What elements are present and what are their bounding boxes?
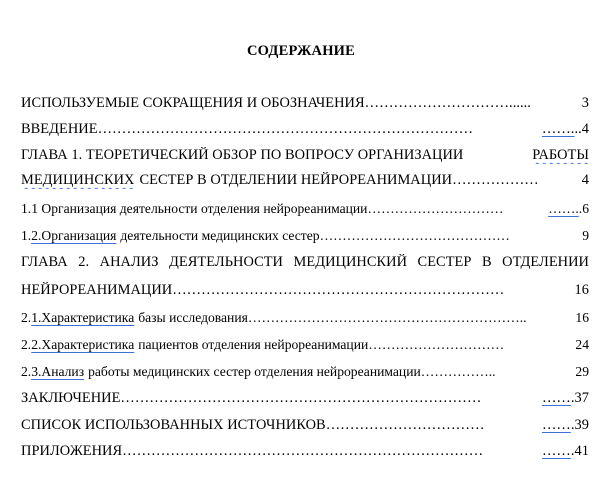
toc-leader-dots-end: . bbox=[570, 443, 575, 459]
toc-leader-dots-end: . bbox=[570, 417, 575, 433]
toc-entry-label: ГЛАВА 2. АНАЛИЗ ДЕЯТЕЛЬНОСТИ МЕДИЦИНСКИЙ СЕСТЕР В ОТДЕЛЕНИИ bbox=[21, 254, 589, 270]
toc-page-number: 9 bbox=[582, 228, 589, 243]
toc-entry-section-2-3[interactable] bbox=[21, 364, 589, 380]
toc-entry-abbreviations[interactable] bbox=[21, 95, 589, 112]
toc-leader-dots: ………………………………………………………………… bbox=[120, 390, 482, 406]
toc-page-number: 16 bbox=[574, 282, 589, 298]
toc-entry-chapter-2-line-2[interactable] bbox=[21, 282, 589, 299]
toc-entry-label-marked: МЕДИЦИНСКИХ bbox=[21, 172, 135, 188]
toc-leader-dots: …………………………………………………………………… bbox=[97, 121, 474, 137]
toc-page-number: 39 bbox=[574, 417, 589, 433]
toc-leader-dots: ……………… bbox=[452, 172, 539, 188]
toc-entry-chapter-2-line-1[interactable] bbox=[21, 254, 589, 271]
toc-entry-label: работы медицинских сестер отделения нейрореанимации bbox=[88, 364, 421, 379]
toc-entry-label: базы исследования bbox=[138, 310, 248, 325]
toc-entry-section-1-1[interactable] bbox=[21, 201, 589, 217]
toc-entry-label: ВВЕДЕНИЕ bbox=[21, 121, 98, 137]
toc-entry-label: НЕЙРОРЕАНИМАЦИИ bbox=[21, 282, 173, 298]
toc-entry-number: 2. bbox=[21, 310, 32, 325]
toc-leader-dots: ………………………………………………………………… bbox=[122, 443, 484, 459]
toc-page-number: 29 bbox=[575, 364, 589, 379]
toc-entry-label-marked: 2.Характеристика bbox=[31, 337, 135, 352]
toc-leader-dots-marked: …… bbox=[541, 443, 571, 459]
toc-entry-label-marked: 3.Анализ bbox=[31, 364, 85, 379]
toc-page-number: 3 bbox=[581, 95, 589, 111]
toc-page-number: 24 bbox=[575, 337, 589, 352]
toc-entry-label: ПРИЛОЖЕНИЯ bbox=[21, 443, 123, 459]
toc-leader-dots-marked: …… bbox=[541, 417, 571, 433]
toc-leader-dots-marked: ……. bbox=[548, 201, 579, 216]
toc-leader-dots: ………………………… bbox=[367, 201, 504, 216]
toc-entry-label-marked: 1.Характеристика bbox=[31, 310, 135, 325]
toc-page-number: 4 bbox=[581, 121, 589, 137]
toc-entry-section-2-1[interactable] bbox=[21, 310, 589, 326]
toc-entry-appendix[interactable] bbox=[21, 443, 589, 460]
toc-entry-label: СЕСТЕР В ОТДЕЛЕНИИ НЕЙРОРЕАНИМАЦИИ bbox=[139, 172, 453, 188]
toc-entry-sources[interactable] bbox=[21, 417, 589, 434]
toc-entry-number: 2. bbox=[21, 364, 32, 379]
toc-leader-dots-end: .. bbox=[574, 121, 582, 137]
toc-leader-dots: ………………………… bbox=[368, 337, 505, 352]
toc-leader-dots: …………….. bbox=[420, 364, 496, 379]
toc-entry-label: 1.1 Организация деятельности отделения нейрореанимации bbox=[21, 201, 368, 216]
toc-entry-section-2-2[interactable] bbox=[21, 337, 589, 353]
toc-entry-label: ЗАКЛЮЧЕНИЕ bbox=[21, 390, 121, 406]
toc-entry-chapter-1-line-1[interactable] bbox=[21, 147, 589, 164]
toc-leader-dots-marked: ……. bbox=[541, 121, 575, 137]
toc-leader-dots: …………………………… bbox=[325, 417, 485, 433]
page-title: СОДЕРЖАНИЕ bbox=[246, 43, 356, 59]
toc-leader-dots-marked: …… bbox=[541, 390, 571, 406]
toc-page-number: 37 bbox=[574, 390, 589, 406]
toc-entry-label-marked: РАБОТЫ bbox=[532, 147, 589, 163]
toc-page-number: 6 bbox=[582, 201, 589, 216]
toc-entry-section-1-2[interactable] bbox=[21, 228, 589, 244]
toc-entry-number: 2. bbox=[21, 337, 32, 352]
toc-entry-label: СПИСОК ИСПОЛЬЗОВАННЫХ ИСТОЧНИКОВ bbox=[21, 417, 326, 433]
toc-leader-dots: …………………………...... bbox=[364, 95, 531, 111]
toc-leader-dots: …………………………………………………………… bbox=[172, 282, 505, 298]
toc-page-number: 16 bbox=[575, 310, 589, 325]
toc-leader-dots: …………………………………… bbox=[319, 228, 510, 243]
toc-leader-dots: …………………………………………………….. bbox=[247, 310, 527, 325]
toc-entry-label-marked: 2.Организация bbox=[31, 228, 117, 243]
toc-entry-label: пациентов отделения нейрореанимации bbox=[138, 337, 369, 352]
toc-entry-number: 1. bbox=[21, 228, 32, 243]
toc-leader-dots-end: . bbox=[578, 201, 583, 216]
toc-entry-chapter-1-line-2[interactable] bbox=[21, 172, 589, 189]
toc-entry-label: деятельности медицинских сестер bbox=[120, 228, 320, 243]
toc-entry-conclusion[interactable] bbox=[21, 390, 589, 407]
toc-page-number: 41 bbox=[574, 443, 589, 459]
toc-leader-dots-end: . bbox=[570, 390, 575, 406]
toc-entry-introduction[interactable] bbox=[21, 121, 589, 138]
toc-entry-label: ИСПОЛЬЗУЕМЫЕ СОКРАЩЕНИЯ И ОБОЗНАЧЕНИЯ bbox=[21, 95, 365, 111]
toc-page-number: 4 bbox=[581, 172, 589, 188]
toc-entry-label: ГЛАВА 1. ТЕОРЕТИЧЕСКИЙ ОБЗОР ПО ВОПРОСУ ОРГАНИЗАЦИИ bbox=[21, 147, 464, 163]
